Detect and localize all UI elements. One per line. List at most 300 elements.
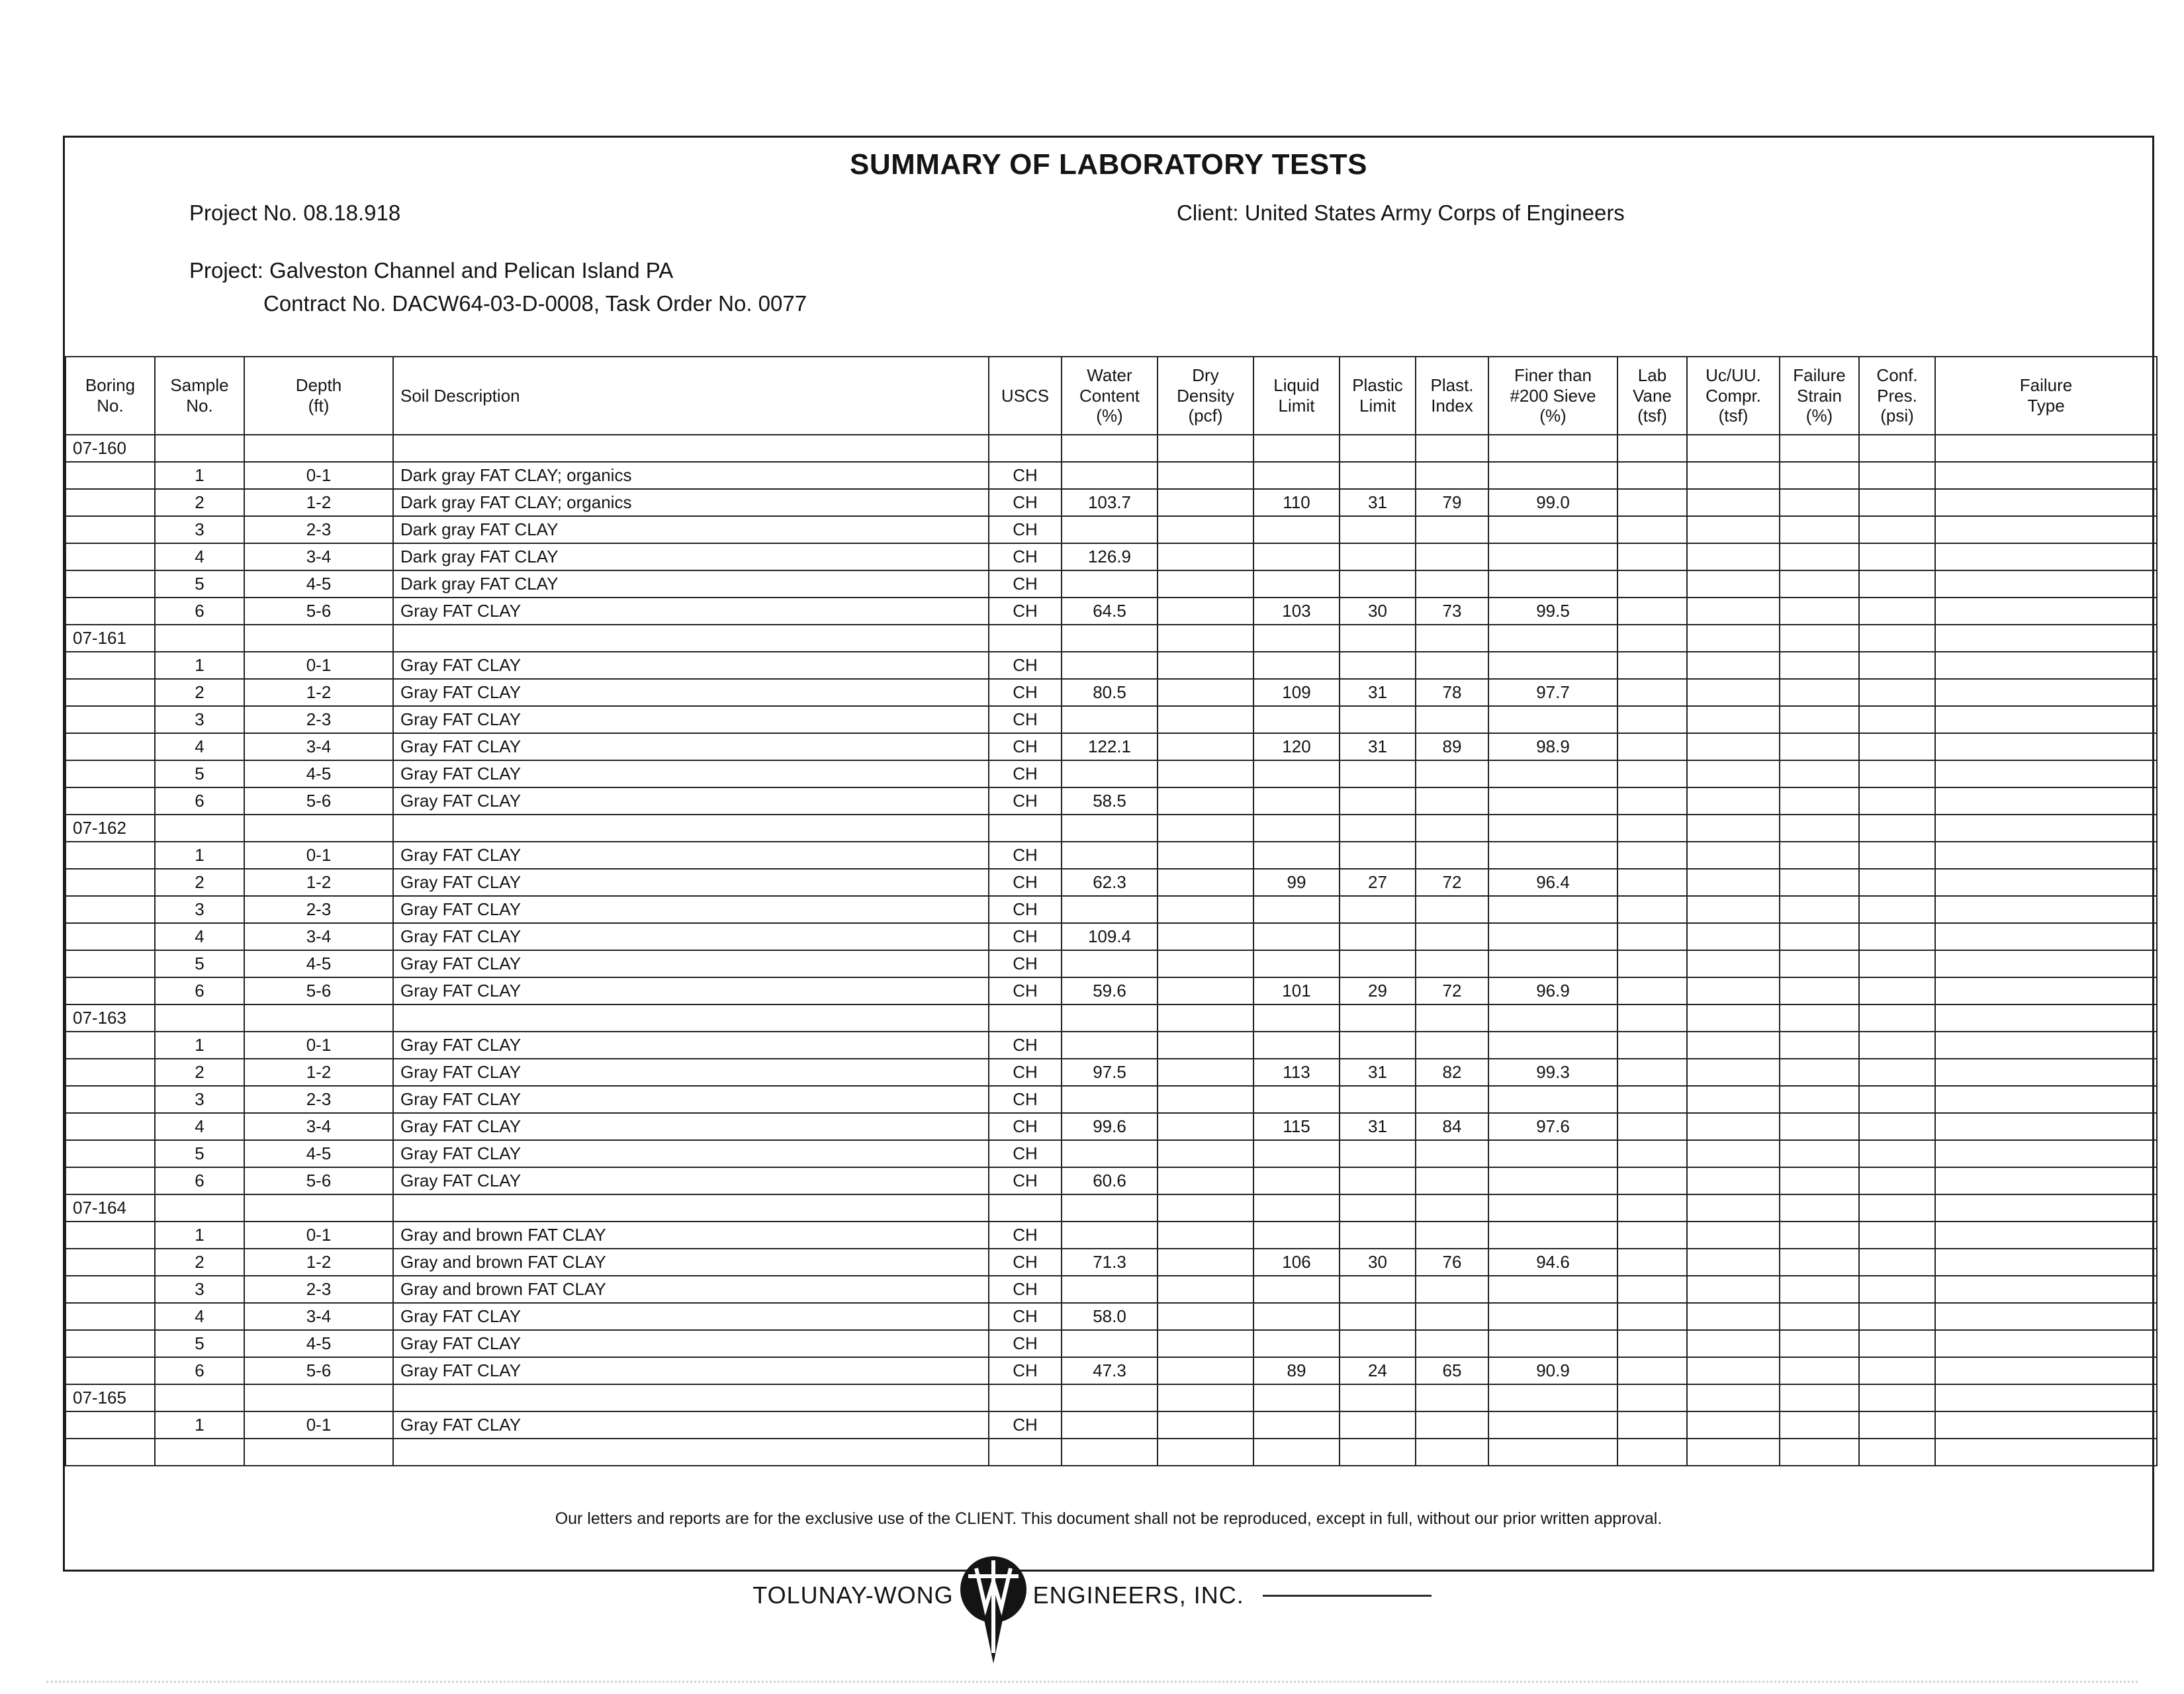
cell-depth_ft: 4-5 [244,1330,393,1357]
cell-failure_strain [1780,733,1859,760]
cell-plastic_limit [1340,896,1416,923]
cell-ucuu_compr [1687,787,1780,815]
cell-uscs: CH [989,787,1062,815]
cell-failure_type [1935,570,2157,598]
cell-water_content: 97.5 [1062,1059,1158,1086]
cell-depth_ft: 4-5 [244,570,393,598]
cell-uscs: CH [989,1276,1062,1303]
cell-plast_index [1416,950,1488,977]
page-title: SUMMARY OF LABORATORY TESTS [850,148,1367,181]
cell-depth_ft: 5-6 [244,598,393,625]
cell-plast_index: 82 [1416,1059,1488,1086]
cell-dry_density [1158,598,1253,625]
cell-liquid_limit [1253,923,1340,950]
cell-dry_density [1158,950,1253,977]
cell-ucuu_compr [1687,1167,1780,1194]
cell-lab_vane [1617,516,1687,543]
cell-failure_strain [1780,950,1859,977]
cell-failure_type [1935,1032,2157,1059]
cell-sample_no: 4 [155,923,244,950]
cell-liquid_limit [1253,1222,1340,1249]
cell-liquid_limit: 109 [1253,679,1340,706]
cell-ucuu_compr [1687,1276,1780,1303]
cell-liquid_limit: 89 [1253,1357,1340,1384]
cell-finer_200_sieve [1488,435,1617,462]
cell-depth_ft: 1-2 [244,869,393,896]
cell-water_content [1062,462,1158,489]
cell-soil_description: Gray FAT CLAY [393,652,989,679]
cell-dry_density [1158,1086,1253,1113]
cell-failure_strain [1780,1086,1859,1113]
cell-finer_200_sieve [1488,1411,1617,1439]
cell-ucuu_compr [1687,706,1780,733]
cell-depth_ft: 2-3 [244,706,393,733]
cell-finer_200_sieve [1488,1004,1617,1032]
cell-sample_no [155,435,244,462]
cell-finer_200_sieve [1488,625,1617,652]
cell-boring_no [66,570,155,598]
cell-liquid_limit [1253,1167,1340,1194]
cell-finer_200_sieve [1488,543,1617,570]
cell-conf_pres [1859,1194,1935,1222]
cell-lab_vane [1617,896,1687,923]
cell-conf_pres [1859,1330,1935,1357]
cell-water_content: 71.3 [1062,1249,1158,1276]
cell-conf_pres [1859,1167,1935,1194]
cell-soil_description: Gray FAT CLAY [393,598,989,625]
cell-failure_type [1935,1276,2157,1303]
cell-uscs: CH [989,543,1062,570]
cell-water_content [1062,760,1158,787]
cell-plastic_limit [1340,760,1416,787]
cell-conf_pres [1859,462,1935,489]
table-row [66,1439,2157,1466]
cell-soil_description [393,815,989,842]
cell-liquid_limit: 99 [1253,869,1340,896]
cell-failure_strain [1780,896,1859,923]
cell-water_content [1062,625,1158,652]
table-row [66,598,2157,625]
cell-water_content [1062,1032,1158,1059]
cell-boring_no [66,1249,155,1276]
cell-uscs: CH [989,896,1062,923]
cell-finer_200_sieve [1488,516,1617,543]
table-row [66,787,2157,815]
cell-boring_no [66,1276,155,1303]
cell-plastic_limit [1340,1086,1416,1113]
cell-sample_no: 6 [155,787,244,815]
cell-failure_type [1935,1222,2157,1249]
cell-liquid_limit [1253,760,1340,787]
cell-boring_no [66,1357,155,1384]
cell-depth_ft: 4-5 [244,950,393,977]
cell-plastic_limit [1340,625,1416,652]
cell-depth_ft: 0-1 [244,842,393,869]
cell-finer_200_sieve [1488,570,1617,598]
cell-plastic_limit [1340,1303,1416,1330]
cell-lab_vane [1617,598,1687,625]
cell-liquid_limit [1253,543,1340,570]
cell-sample_no [155,1194,244,1222]
cell-depth_ft [244,1439,393,1466]
cell-soil_description [393,1439,989,1466]
table-row [66,1140,2157,1167]
cell-dry_density [1158,625,1253,652]
cell-conf_pres [1859,1439,1935,1466]
cell-water_content [1062,570,1158,598]
cell-plast_index [1416,462,1488,489]
cell-depth_ft: 0-1 [244,1032,393,1059]
cell-lab_vane [1617,435,1687,462]
cell-plastic_limit [1340,1276,1416,1303]
cell-water_content [1062,1004,1158,1032]
cell-ucuu_compr [1687,760,1780,787]
cell-lab_vane [1617,1330,1687,1357]
cell-boring_no: 07-165 [66,1384,155,1411]
cell-failure_strain [1780,787,1859,815]
cell-boring_no: 07-162 [66,815,155,842]
cell-lab_vane [1617,950,1687,977]
cell-boring_no: 07-160 [66,435,155,462]
cell-dry_density [1158,869,1253,896]
cell-sample_no: 6 [155,977,244,1004]
cell-failure_strain [1780,977,1859,1004]
cell-liquid_limit [1253,1439,1340,1466]
cell-failure_type [1935,977,2157,1004]
column-header-dry_density: Dry Density (pcf) [1158,357,1253,435]
cell-failure_type [1935,787,2157,815]
table-row [66,733,2157,760]
cell-uscs: CH [989,679,1062,706]
cell-depth_ft: 4-5 [244,1140,393,1167]
cell-sample_no: 1 [155,1032,244,1059]
column-header-sample_no: Sample No. [155,357,244,435]
cell-dry_density [1158,516,1253,543]
cell-uscs: CH [989,598,1062,625]
table-row [66,679,2157,706]
cell-plast_index [1416,1330,1488,1357]
cell-sample_no: 3 [155,1276,244,1303]
cell-plast_index [1416,1032,1488,1059]
cell-uscs: CH [989,1032,1062,1059]
cell-finer_200_sieve [1488,1140,1617,1167]
cell-plast_index [1416,1086,1488,1113]
cell-plast_index: 65 [1416,1357,1488,1384]
column-header-finer_200_sieve: Finer than #200 Sieve (%) [1488,357,1617,435]
cell-finer_200_sieve [1488,896,1617,923]
cell-failure_type [1935,598,2157,625]
cell-boring_no [66,1222,155,1249]
cell-plast_index: 73 [1416,598,1488,625]
table-row [66,1357,2157,1384]
cell-soil_description: Gray FAT CLAY [393,1113,989,1140]
cell-ucuu_compr [1687,923,1780,950]
cell-depth_ft [244,1384,393,1411]
tolunay-wong-logo-icon [958,1555,1029,1670]
cell-ucuu_compr [1687,896,1780,923]
cell-ucuu_compr [1687,977,1780,1004]
cell-uscs: CH [989,462,1062,489]
cell-sample_no: 4 [155,1113,244,1140]
cell-uscs: CH [989,1059,1062,1086]
cell-boring_no [66,1059,155,1086]
cell-plast_index [1416,543,1488,570]
cell-dry_density [1158,815,1253,842]
cell-dry_density [1158,652,1253,679]
cell-dry_density [1158,570,1253,598]
cell-lab_vane [1617,923,1687,950]
cell-lab_vane [1617,543,1687,570]
cell-failure_strain [1780,679,1859,706]
cell-ucuu_compr [1687,462,1780,489]
cell-depth_ft: 3-4 [244,543,393,570]
cell-depth_ft [244,435,393,462]
cell-failure_strain [1780,1222,1859,1249]
cell-liquid_limit [1253,950,1340,977]
cell-uscs: CH [989,516,1062,543]
cell-lab_vane [1617,462,1687,489]
cell-water_content: 58.0 [1062,1303,1158,1330]
cell-uscs: CH [989,842,1062,869]
cell-dry_density [1158,679,1253,706]
table-row [66,570,2157,598]
cell-depth_ft: 0-1 [244,1411,393,1439]
cell-ucuu_compr [1687,1357,1780,1384]
cell-ucuu_compr [1687,733,1780,760]
cell-finer_200_sieve [1488,652,1617,679]
cell-plast_index [1416,435,1488,462]
cell-lab_vane [1617,815,1687,842]
cell-dry_density [1158,733,1253,760]
cell-ucuu_compr [1687,543,1780,570]
cell-dry_density [1158,1303,1253,1330]
cell-plastic_limit: 31 [1340,733,1416,760]
table-row [66,842,2157,869]
cell-dry_density [1158,1140,1253,1167]
cell-failure_strain [1780,652,1859,679]
cell-sample_no: 4 [155,733,244,760]
cell-conf_pres [1859,1276,1935,1303]
cell-lab_vane [1617,733,1687,760]
cell-lab_vane [1617,1167,1687,1194]
cell-soil_description: Gray FAT CLAY [393,1032,989,1059]
cell-conf_pres [1859,706,1935,733]
cell-conf_pres [1859,598,1935,625]
cell-plast_index [1416,1276,1488,1303]
cell-ucuu_compr [1687,1004,1780,1032]
cell-ucuu_compr [1687,1032,1780,1059]
cell-sample_no: 5 [155,760,244,787]
cell-failure_strain [1780,706,1859,733]
cell-failure_type [1935,815,2157,842]
cell-lab_vane [1617,1249,1687,1276]
cell-water_content: 103.7 [1062,489,1158,516]
cell-finer_200_sieve: 97.6 [1488,1113,1617,1140]
column-header-plastic_limit: Plastic Limit [1340,357,1416,435]
cell-failure_type [1935,462,2157,489]
cell-soil_description: Gray and brown FAT CLAY [393,1249,989,1276]
cell-plast_index [1416,652,1488,679]
cell-failure_strain [1780,1411,1859,1439]
cell-uscs [989,625,1062,652]
table-row [66,1249,2157,1276]
cell-conf_pres [1859,543,1935,570]
cell-failure_strain [1780,462,1859,489]
cell-uscs [989,435,1062,462]
table-row [66,489,2157,516]
cell-uscs: CH [989,1086,1062,1113]
cell-water_content [1062,652,1158,679]
cell-boring_no [66,1439,155,1466]
cell-dry_density [1158,1194,1253,1222]
cell-soil_description: Gray FAT CLAY [393,923,989,950]
cell-depth_ft: 4-5 [244,760,393,787]
table-row [66,1330,2157,1357]
cell-depth_ft: 5-6 [244,1167,393,1194]
table-row [66,1086,2157,1113]
cell-failure_strain [1780,598,1859,625]
cell-dry_density [1158,543,1253,570]
cell-water_content [1062,1439,1158,1466]
cell-plastic_limit [1340,1384,1416,1411]
cell-uscs: CH [989,977,1062,1004]
cell-liquid_limit [1253,815,1340,842]
cell-boring_no [66,1330,155,1357]
cell-failure_strain [1780,1059,1859,1086]
cell-liquid_limit [1253,1086,1340,1113]
cell-failure_strain [1780,1113,1859,1140]
scan-artifact-dotted-line [46,1681,2138,1683]
company-letterhead [0,1555,2184,1674]
cell-plastic_limit: 30 [1340,598,1416,625]
cell-uscs: CH [989,1330,1062,1357]
cell-soil_description: Dark gray FAT CLAY; organics [393,462,989,489]
cell-ucuu_compr [1687,625,1780,652]
cell-boring_no [66,977,155,1004]
cell-water_content [1062,1140,1158,1167]
column-header-ucuu_compr: Uc/UU. Compr. (tsf) [1687,357,1780,435]
cell-liquid_limit [1253,462,1340,489]
cell-ucuu_compr [1687,1059,1780,1086]
cell-water_content [1062,842,1158,869]
cell-dry_density [1158,1411,1253,1439]
cell-liquid_limit [1253,570,1340,598]
cell-plastic_limit [1340,1439,1416,1466]
cell-plastic_limit [1340,543,1416,570]
cell-soil_description [393,1194,989,1222]
cell-plastic_limit [1340,950,1416,977]
cell-water_content [1062,516,1158,543]
cell-failure_type [1935,435,2157,462]
cell-sample_no: 5 [155,1330,244,1357]
cell-conf_pres [1859,1086,1935,1113]
cell-soil_description [393,1384,989,1411]
cell-boring_no [66,652,155,679]
cell-conf_pres [1859,787,1935,815]
boring-group-row [66,1194,2157,1222]
cell-dry_density [1158,462,1253,489]
cell-sample_no: 3 [155,516,244,543]
table-row [66,543,2157,570]
cell-failure_type [1935,1194,2157,1222]
cell-failure_strain [1780,1384,1859,1411]
cell-conf_pres [1859,1222,1935,1249]
cell-ucuu_compr [1687,950,1780,977]
cell-finer_200_sieve: 99.0 [1488,489,1617,516]
cell-depth_ft: 0-1 [244,652,393,679]
cell-ucuu_compr [1687,1384,1780,1411]
cell-conf_pres [1859,679,1935,706]
cell-failure_strain [1780,1330,1859,1357]
cell-boring_no: 07-164 [66,1194,155,1222]
cell-liquid_limit [1253,1004,1340,1032]
cell-sample_no: 2 [155,489,244,516]
cell-soil_description: Gray FAT CLAY [393,869,989,896]
cell-soil_description: Gray FAT CLAY [393,1411,989,1439]
cell-ucuu_compr [1687,435,1780,462]
cell-plastic_limit [1340,1411,1416,1439]
cell-liquid_limit [1253,842,1340,869]
cell-soil_description [393,625,989,652]
cell-finer_200_sieve [1488,1439,1617,1466]
cell-water_content: 59.6 [1062,977,1158,1004]
cell-liquid_limit [1253,1303,1340,1330]
cell-conf_pres [1859,516,1935,543]
cell-sample_no: 5 [155,570,244,598]
cell-finer_200_sieve [1488,462,1617,489]
cell-finer_200_sieve [1488,1384,1617,1411]
cell-plastic_limit: 31 [1340,1113,1416,1140]
cell-soil_description: Gray and brown FAT CLAY [393,1222,989,1249]
cell-lab_vane [1617,1357,1687,1384]
cell-lab_vane [1617,652,1687,679]
cell-plast_index [1416,706,1488,733]
table-row [66,923,2157,950]
cell-soil_description: Gray FAT CLAY [393,896,989,923]
cell-boring_no [66,1140,155,1167]
cell-failure_type [1935,1330,2157,1357]
cell-soil_description [393,435,989,462]
cell-failure_type [1935,1113,2157,1140]
cell-liquid_limit [1253,652,1340,679]
cell-plastic_limit [1340,1032,1416,1059]
cell-sample_no: 2 [155,869,244,896]
cell-plastic_limit: 24 [1340,1357,1416,1384]
cell-uscs [989,1439,1062,1466]
cell-conf_pres [1859,950,1935,977]
cell-ucuu_compr [1687,1194,1780,1222]
cell-conf_pres [1859,1140,1935,1167]
cell-boring_no [66,1086,155,1113]
cell-liquid_limit [1253,1411,1340,1439]
table-row [66,1032,2157,1059]
table-row [66,977,2157,1004]
cell-sample_no: 1 [155,1411,244,1439]
cell-conf_pres [1859,1384,1935,1411]
cell-uscs: CH [989,760,1062,787]
cell-sample_no [155,1439,244,1466]
cell-plast_index [1416,1303,1488,1330]
column-header-uscs: USCS [989,357,1062,435]
cell-uscs [989,1194,1062,1222]
cell-dry_density [1158,1249,1253,1276]
cell-ucuu_compr [1687,815,1780,842]
cell-plastic_limit [1340,1140,1416,1167]
cell-plastic_limit [1340,706,1416,733]
cell-dry_density [1158,1439,1253,1466]
cell-lab_vane [1617,1303,1687,1330]
table-row [66,1411,2157,1439]
